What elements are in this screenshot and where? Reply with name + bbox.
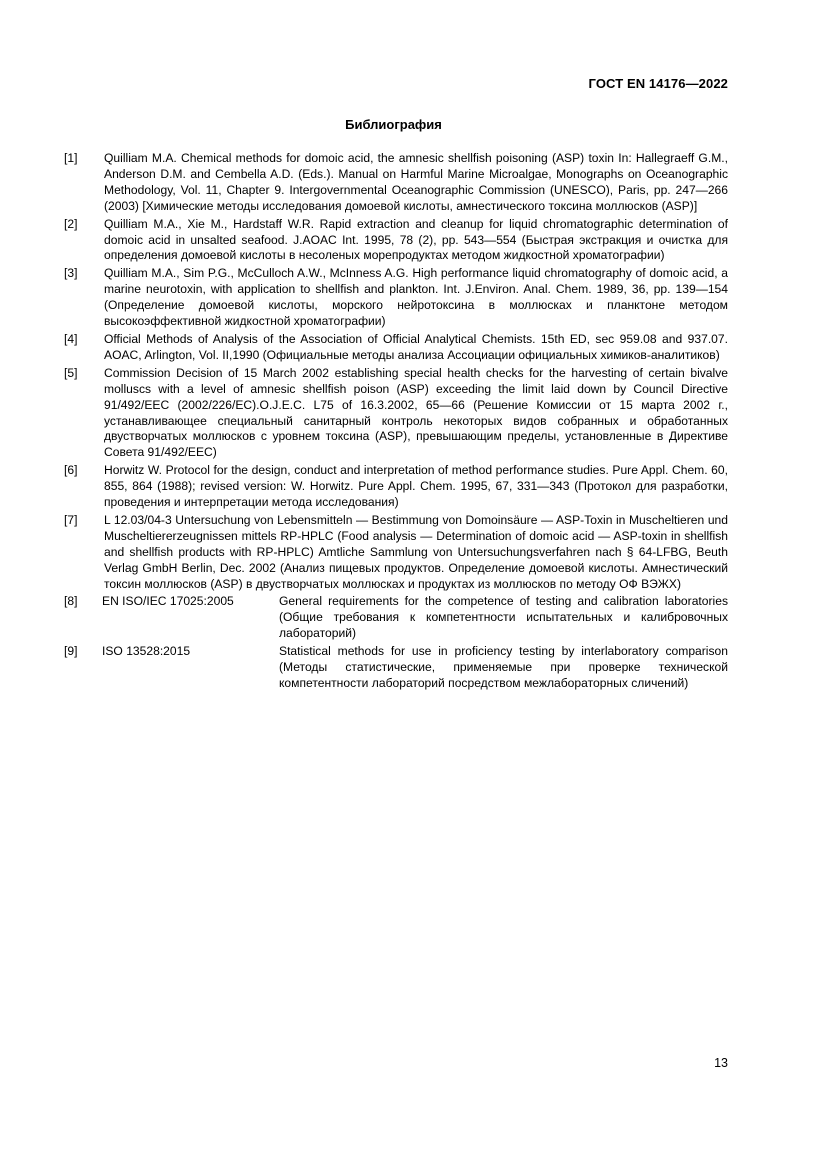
entry-text: L 12.03/04-3 Untersuchung von Lebensmitteln — Bestimmung von Domoinsäure — ASP-Toxin in Muscheltieren und Muscheltiererzeugnissen mittels RP-HPLC (Food analysis — Determination of domoic acid — ASP-toxin in shellfish and shellfish products with RP-HPLC) Amtliche Sammlung von Untersuchungsverfahren nach § 64-LFBG, Beuth Verlag GmbH Berlin, Dec. 2002 (Анализ пищевых продуктов. Определение домоевой кислоты. Амнестический токсин моллюсков (ASP) в двустворчатых моллюсках и продуктах из моллюсков по методу ОФ ВЭЖХ) (104, 512, 728, 591)
bibliography-entry-1 (64, 151, 728, 215)
entry-number: [6] (64, 463, 78, 478)
entry-text: Horwitz W. Protocol for the design, conduct and interpretation of method performance studies. Pure Appl. Chem. 60, 855, 864 (1988); revised version: W. Horwitz. Pure Appl. Chem. 1995, 67, 331—343 (Протокол для разработки, проведения и интерпретации метода исследования) (104, 463, 728, 510)
entry-text: General requirements for the competence of testing and calibration laboratories (Общие требования к компетентности испытательных и калибровочных лабораторий) (279, 594, 728, 641)
bibliography-entry-6 (64, 463, 728, 511)
bibliography-entry-3 (64, 266, 728, 330)
entry-text: Statistical methods for use in proficiency testing by interlaboratory comparison (Методы статистические, применяемые при проверке технической компетентности лабораторий посредством межлабораторных сличений) (279, 644, 728, 690)
entry-text: Quilliam M.A., Xie M., Hardstaff W.R. Rapid extraction and cleanup for liquid chromatographic determination of domoic acid in unsalted seafood. J.AOAC Int. 1995, 78 (2), pp. 543—554 (Быстрая экстракция и очистка для определения домоевой кислоты в несоленых морепродуктах методом жидкостной хроматографии) (104, 216, 728, 263)
bibliography-entry-8 (64, 594, 728, 642)
entry-number: [9] (64, 644, 78, 659)
bibliography-entry-4 (64, 332, 728, 364)
entry-text: Quilliam M.A., Sim P.G., McCulloch A.W., McInness A.G. High performance liquid chromatography of domoic acid, a marine neurotoxin, with application to shellfish and plankton. Int. J.Environ. Anal. Chem. 1989, 36, pp. 139—154 (Определение домоевой кислоты, морского нейротоксина в моллюсках и планктоне методом высокоэффективной жидкостной хроматографии) (104, 266, 728, 329)
entry-number: [4] (64, 331, 78, 346)
standard-designation: EN ISO/IEC 17025:2005 (102, 594, 234, 609)
bibliography-entry-5 (64, 366, 728, 461)
entry-number: [7] (64, 512, 78, 527)
bibliography-list (64, 151, 728, 694)
entry-text: Quilliam M.A. Chemical methods for domoic acid, the amnesic shellfish poisoning (ASP) toxin In: Hallegraeff G.M., Anderson D.M. and Cembella A.D. (Eds.). Manual on Harmful Marine Microalgae, Monographs on Oceanographic Methodology, Vol. 11, Chapter 9. Intergovernmental Oceanographic Commission (UNESCO), Paris, pp. 247—266 (2003) [Химические методы исследования домоевой кислоты, амнестического токсина моллюсков (ASP)] (104, 151, 728, 213)
page-number: 13 (714, 1056, 728, 1070)
entry-text: Official Methods of Analysis of the Association of Official Analytical Chemists. 15th ED, sec 959.08 and 937.07. AOAC, Arlington, Vol. II,1990 (Официальные методы анализа Ассоциации официальных химиков-аналитиков) (104, 331, 728, 362)
document-code: ГОСТ EN 14176—2022 (588, 76, 728, 91)
standard-designation: ISO 13528:2015 (102, 644, 191, 659)
entry-number: [5] (64, 365, 78, 380)
entry-number: [3] (64, 266, 78, 281)
bibliography-entry-7 (64, 513, 728, 593)
entry-number: [1] (64, 151, 78, 165)
entry-text: Commission Decision of 15 March 2002 establishing special health checks for the harvesting of certain bivalve molluscs with a level of amnesic shellfish poison (ASP) exceeding the limit laid down by Council Directive 91/492/EEC (2002/226/EC).O.J.E.C. L75 of 16.3.2002, 65—66 (Решение Комиссии от 15 марта 2002 г., устанавливающее специальный санитарный контроль некоторых видов собранных и обработанных двустворчатых моллюсков с уровнем токсина (ASP), превышающим пределы, установленные в Директиве Совета 91/492/EEC) (104, 365, 728, 460)
entry-number: [8] (64, 594, 78, 609)
bibliography-entry-9 (64, 644, 728, 692)
page-title: Библиография (345, 117, 442, 132)
entry-number: [2] (64, 216, 78, 231)
bibliography-entry-2 (64, 217, 728, 265)
